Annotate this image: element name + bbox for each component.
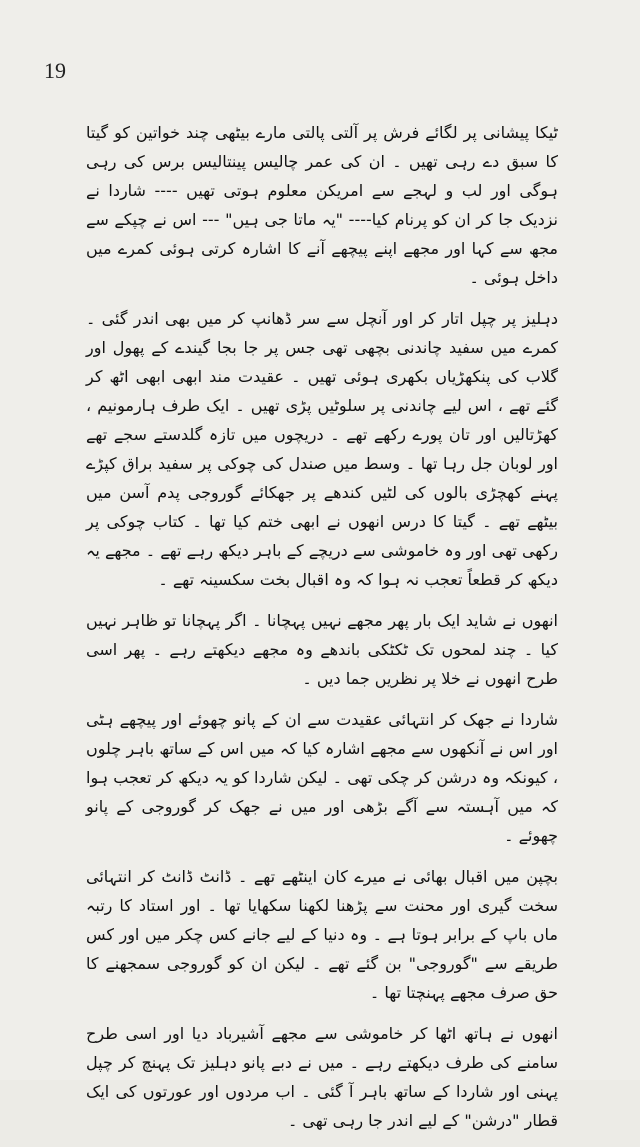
paragraph: دہلیز پر چپل اتار کر اور آنچل سے سر ڈھانپ کر میں بھی اندر گئی ۔ کمرے میں سفید چاندنی بچھی تھی جس پر جا بجا گیندے کے پھول اور گلاب کی پنکھڑیاں بکھری ہوئی تھیں ۔ عقیدت مند ابھی ابھی اٹھ کر گئے تھے ، اس لیے چاندنی پر سلوٹیں پڑی تھیں ۔ ایک طرف ہارمونیم ، کھڑتالیں اور تان پورے رکھے تھے ۔ دریچوں میں تازہ گلدستے سجے تھے اور لوبان جل رہا تھا ۔ وسط میں صندل کی چوکی پر سفید براق کپڑے پہنے کھچڑی بالوں کی لٹیں کندھے پر جھکائے گوروجی پدم آسن میں بیٹھے تھے ۔ گیتا کا درس انھوں نے ابھی ختم کیا تھا ۔ کتاب چوکی پر رکھی تھی اور وہ خاموشی سے دریچے کے باہر دیکھ رہے تھے ۔ مجھے یہ دیکھ کر قطعاً تعجب نہ ہوا کہ وہ اقبال بخت سکسینہ تھے ۔ (86, 309, 558, 589)
paragraph: انھوں نے شاید ایک بار پھر مجھے نہیں پہچانا ۔ اگر پہچانا تو ظاہر نہیں کیا ۔ چند لمحوں تک ٹکٹکی باندھے وہ مجھے دیکھتے رہے ۔ پھر اسی طرح انھوں نے خلا پر نظریں جما دیں ۔ (86, 611, 558, 688)
page-number: 19 (44, 58, 66, 83)
urdu-text-body (86, 118, 558, 1147)
paragraph: انھوں نے ہاتھ اٹھا کر خاموشی سے مجھے آشیرباد دیا اور اسی طرح سامنے کی طرف دیکھتے رہے ۔ میں نے دبے پانو دہلیز تک پہنچ کر چپل پہنی اور شاردا کے ساتھ باہر آ گئی ۔ اب مردوں اور عورتوں کی ایک قطار "درشن" کے لیے اندر جا رہی تھی ۔ (86, 1024, 558, 1130)
paragraph: شاردا نے جھک کر انتہائی عقیدت سے ان کے پانو چھوئے اور پیچھے ہٹی اور اس نے آنکھوں سے مجھے اشارہ کیا کہ میں اس کے ساتھ باہر چلوں ، کیونکہ وہ درشن کر چکی تھی ۔ لیکن شاردا کو یہ دیکھ کر تعجب ہوا کہ میں آہستہ سے آگے بڑھی اور میں نے جھک کر گوروجی کے پانو چھوئے ۔ (86, 710, 558, 845)
paragraph: ٹیکا پیشانی پر لگائے فرش پر آلتی پالتی مارے بیٹھی چند خواتین کو گیتا کا سبق دے رہی تھیں ۔ ان کی عمر چالیس پینتالیس برس کی رہی ہوگی اور لب و لہجے سے امریکن معلوم ہوتی تھیں ---- شاردا نے نزدیک جا کر ان کو پرنام کیا---- "یہ ماتا جی ہیں" --- اس نے چپکے سے مجھ سے کہا اور مجھے اپنے پیچھے آنے کا اشارہ کرتی ہوئی کمرے میں داخل ہوئی ۔ (86, 123, 558, 287)
paragraph: بچپن میں اقبال بھائی نے میرے کان اینٹھے تھے ۔ ڈانٹ ڈانٹ کر انتہائی سخت گیری اور محنت سے پڑھنا لکھنا سکھایا تھا ۔ اور استاد کا رتبہ ماں باپ کے برابر ہوتا ہے ۔ وہ دنیا کے لیے جانے کس چکر میں اور کس طریقے سے "گوروجی" بن گئے تھے ۔ لیکن ان کو گوروجی سمجھنے کا حق صرف مجھے پہنچتا تھا ۔ (86, 867, 558, 1002)
